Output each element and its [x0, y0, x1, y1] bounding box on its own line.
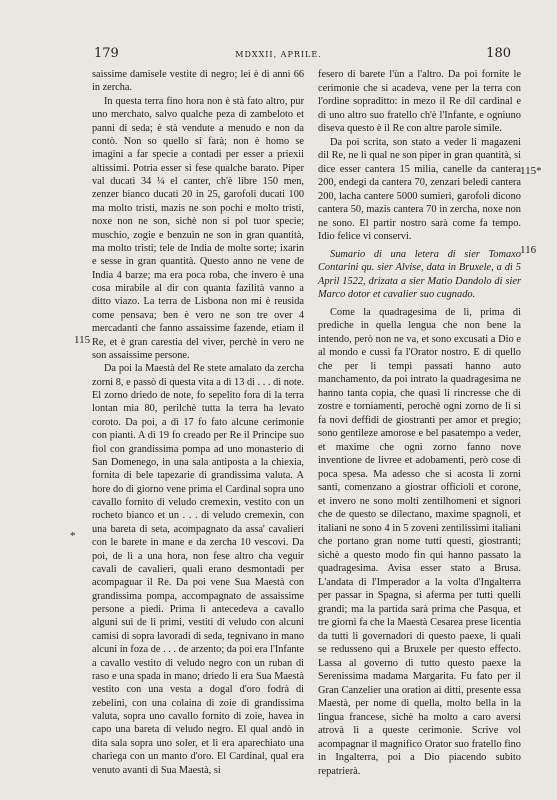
page-number-left: 179 [94, 46, 119, 61]
margin-number: 116 [520, 244, 537, 256]
margin-star: * [70, 530, 76, 542]
left-column [92, 68, 304, 777]
paragraph: Da poi la Maestà del Re stete amalato da zercha zorni 8, e passò di questa vita a dì 13 di . . . di note. El zorno driedo de note, fo sepelito fora di la terra lontan mia 80, perilchè tutta la terra ha levato coroto. Da poi, a dì 17 fo fato alcune cerimonie con pianti. A dì 19 fo creado per Re il Principe suo fiol con grandissima pompa ad uno monasterio di San Domenego, in una sala antiposta a la chiexia, fornita di bele tapezarie di grandissima valuta. A hore do di giorno vene prima el Cardinal sopra uno cavallo fornito di veludo cremexin, vestito con un rocheto bianco et un . . . di veludo cremexin, con una bareta di seta, acompagnato da assa' cavalieri con le barete in mane e da zercha 10 vescovi. Da poi, de lì a una hora, non fese altro cha veguir cavali de cavalieri, quali erano desmontadi per acompaguar il Re. Da poi vene Sua Maestà con grandissima pompa, accompagnato de assaissime persone a piedi. Prima li antecedeva a cavallo alguni sui de li primi, vestiti di veludo con alcuni camisi di sopra lavoradi di seda, tegnivano in mano alcuni in foza de . . . de arzento; da poi era l'Infante a cavallo vestito di veludo negro con un ruban di raso e una spada in mano; driedo li era Sua Maestà vestito con una vesta a dogal d'oro fodrà di zebelini, con una colaina di zoie di grandissima valuta, sopra uno cavallo fornito di zoie, havea in capo una bareta di veludo negro. El qual andò in dita sala sopra uno soler, et lì era aparechiato una chariega con un manto d'oro. El Cardinal, qual era venuto avanti di Sua Maestà, si [92, 363, 304, 776]
right-column [318, 68, 521, 778]
running-title: MDXXII, APRILE. [235, 50, 322, 59]
margin-number: 115 [74, 334, 91, 346]
page-number-right: 180 [486, 46, 511, 61]
letter-summary-heading: Sumario di una letera di sier Tomaxo Contarini qu. sier Alvise, data in Bruxele, a dì 5 April 1522, drizata a sier Matio Dandolo di sier Marco dotor et cavalier suo cugnado. [318, 248, 521, 300]
paragraph: Da poi scrita, son stato a veder li magazeni dil Re, ne li qual ne son piper in gran quantità, si dice esser cantera 15 milia, canelle da cantera 200, endegi da cantera 70, zenzari beledi cantera 200, lacha cantere 5000 sumieri, garofoli dicono cantera 50, mazis cantera 70 in zercha, noxe non ne sono. El partir nostro sarà come fa tempo. Idio felice vi conservi. [318, 136, 521, 242]
paragraph: fesero di barete l'ùn a l'altro. Da poi fornite le cerimonie che si acadeva, vene per la terra con l'ordine sopraditto: in mezo il Re dil cardinal e di uno altro suo fratello ch'è l'Infante, e ogniuno diseva questo è il Re con altre parole simile. [318, 69, 521, 134]
paragraph: Come la quadragesima de lì, prima di prediche in quella lengua che non bene la intendo, però non ne va, et sono excusati a Dio e al mondo e cussì fa l'Orator nostro. E di quello che per li tempi passati hanno auto manchamento, da poi intrato la quadragesima ne hanno tanta copia, che quasi li rincresse che di zostre e torniamenti, perochè ogni zorno de lì si fa novi deffidi de giostranti per amor et pregio; sono gentileze amorose e bel pasatempo a veder, et maxime che ogni zorno fanno nove inventione de livree et adobamenti, però cose di poca spesa. Ma adesso che si acosta li zorni santi, comenzano a giostrar officioli et corone, et invero ne sono molti zentilhomeni et signori che de questo se dilectano, maxime spagnoli, et italiani ne sono 4 in 5 zoveni zentilissimi italiani che portano gran nome tutti questi, giostranti; sichè a questo modo fin qui hanno passato la quadragesima. Avisa esser stato a Brusa. L'andata di l'Imperador a la volta d'Ingalterra per passar in Spagna, si aferma per tutti quelli grandi; ma la partida sarà prima che Pasqua, et tre giorni fa che la Maestà Cesarea prese licentia da tutti li governadori di questo paexe, li quali se redusseno qui a Bruxele per questo effecto. Lassa al governo di tutto questo paexe la Serenissima madama Margarita. Fu fato per il Gran Canzelier una oration ai ditti, presente essa Maestà, per nome di quella, molto bella in la lingua francese, sichè ha molto a caro aversi atrovà lì a queste cerimonie. Scrive vol acompagnar il magnifico Orator suo fratello fino in Ingalterra, poi a Dio piacendo subito repatrierà. [318, 306, 521, 777]
paragraph: In questa terra fino hora non è stà fato altro, pur uno merchato, salvo qualche peza di zambeloto et panni di seda; è stà vendute a menudo e non da contò. Non so quello si farà; non è homo se imagini a far specie a contadi per esser a priexii altissimi. Potria esser si fese qualche barato. Piper val ducati 34 ¼ el canter, ch'è libre 150 men, zenzer bianco ducati 20 in 25, garofoli ducati 100 ma molto tristi, mazis ne son pochi e molto tristi, noxe non ne son, sichè non si pol tuor specie; muschio, zogie e benzuin ne son in gran quantità, ma molto tristi; tele de India de molte sorte; ixarin e sesse in gran quantità. Questo anno ne vene de India 4 barze; ma era poca roba, che invero è una cosa mirabile al dir con quanta fazilità vanno a ditto viazo. La terra de Lisbona non mi è reusida come pensava; ben è vero ne son tre over 4 mercadanti che fanno assaissime fazende, etiam il Re, et è gran carestia del viver, perchè in vero ne son assaissime persone. [92, 95, 304, 361]
margin-number: 115* [520, 165, 542, 177]
paragraph: saissime damisele vestite di negro; lei è di anni 66 in zercha. [92, 69, 304, 94]
